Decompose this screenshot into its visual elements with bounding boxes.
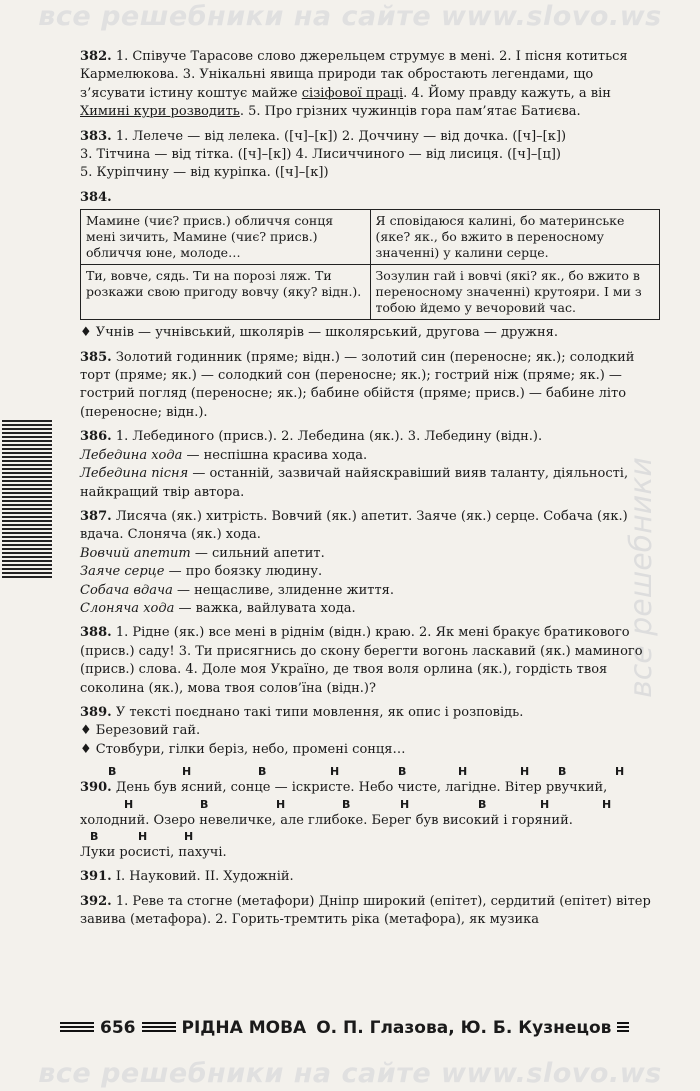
footer-stripes bbox=[60, 1022, 94, 1034]
bullet-line: ♦ Стовбури, гілки беріз, небо, промені сонця… bbox=[80, 741, 406, 757]
exercise-385: 385. Золотий годинник (пряме; відн.) — золотий син (переносне; як.); солодкий торт (пряме; як.) — солодкий сон (переносне; як.); гострий ніж (пряме; як.) — гострий погляд (переносне; як.); бабине обійстя (пряме; присв.) — бабине літо (переносне; відн.). bbox=[80, 349, 635, 420]
table-cell: Ти, вовче, сядь. Ти на порозі ляж. Ти розкажи свою пригоду вовчу (яку? відн.). bbox=[81, 265, 371, 320]
stress-marks-line: Н В Н В Н В Н Н bbox=[124, 797, 612, 811]
exercise-391: 391. I. Науковий. II. Художній. bbox=[80, 869, 294, 885]
bullet-line: ♦ Учнів — учнівський, школярів — школярський, другова — дружня. bbox=[80, 325, 558, 341]
footer-stripes bbox=[142, 1022, 176, 1034]
exercise-390: В Н В Н В Н Н В Н 390. День був ясний, сонце — іскристе. Небо чисте, лагідне. Вітер рвучкий, Н В Н В Н В Н Н холодний. Озеро невеличке, але глибоке. Берег був високий і горяний. В Н Н Луки росисті, пахучі. bbox=[80, 765, 660, 862]
watermark-bottom: все решебники на сайте www.slovo.ws bbox=[38, 1058, 662, 1089]
exercise-384: 384. Мамине (чиє? присв.) обличчя сонця мені зичить, Мамине (чиє? присв.) обличчя юне, молоде… Я сповідаюся калині, бо материнське (яке? як., бо вжито в переносному значенні) у калини серце. Ти, вовче, сядь. Ти на порозі ляж. Ти розкажи свою пригоду вовчу (яку? відн.). Зозулин гай і вовчі (які? як., бо вжито в переносному значенні) крутояри. І ми з тобою йдемо у вечоровий час. ♦ Учнів — учнівський, школярів — школярський, другова — дружня. bbox=[80, 189, 660, 343]
stress-marks-line: В Н Н bbox=[90, 830, 194, 843]
watermark-side: все решебники bbox=[624, 457, 660, 698]
table-row bbox=[81, 210, 660, 265]
exercise-382: 382. 1. Співуче Тарасове слово джерельцем струмує в мені. 2. І пісня котиться Кармелюкова. 3. Унікальні явища природи так обростають легендами, що з’ясувати істину коштує майже сізіфової праці. 4. Йому правду кажуть, а він Химині кури розводить. 5. Про грізних чужинців гора пам’ятає Батиєва. bbox=[80, 49, 628, 120]
watermark-top: все решебники на сайте www.slovo.ws bbox=[38, 1, 662, 32]
bullet-line: ♦ Березовий гай. bbox=[80, 723, 201, 739]
table-cell: Зозулин гай і вовчі (які? як., бо вжито в переносному значенні) крутояри. І ми з тобою йдемо у вечоровий час. bbox=[370, 265, 660, 320]
exercise-392: 392. 1. Реве та стогне (метафори) Дніпр широкий (епітет), сердитий (епітет) вітер завива (метафора). 2. Горить-тремтить ріка (метафора), як музика bbox=[80, 893, 651, 928]
table-row bbox=[81, 265, 660, 320]
footer-stripes bbox=[617, 1022, 629, 1034]
stress-marks-line: В Н В Н В Н Н В Н bbox=[108, 765, 625, 779]
page-number: 656 bbox=[100, 1018, 136, 1038]
exercise-386: 386. 1. Лебединого (присв.). 2. Лебедина (як.). 3. Лебедину (відн.). Лебедина хода — неспішна красива хода. Лебедина пісня — останній, зазвичай найяскравіший вияв таланту, діяльності, найкращий твір автора. bbox=[80, 429, 629, 500]
comparison-table bbox=[80, 209, 660, 320]
page-content bbox=[80, 48, 660, 936]
exercise-388: 388. 1. Рідне (як.) все мені в ріднім (відн.) краю. 2. Як мені бракує братикового (присв.) саду! 3. Ти присягнись до скону берегти вогонь ласкавий (як.) маминого (присв.) слова. 4. Доле моя Україно, де твоя воля орлина (як.), гордість твоя соколина (як.), мова твоя солов’їна (відн.)? bbox=[80, 625, 643, 696]
table-cell: Я сповідаюся калині, бо материнське (яке? як., бо вжито в переносному значенні) у калини серце. bbox=[370, 210, 660, 265]
book-title: РІДНА МОВА bbox=[181, 1018, 307, 1038]
table-cell: Мамине (чиє? присв.) обличчя сонця мені зичить, Мамине (чиє? присв.) обличчя юне, молоде… bbox=[81, 210, 371, 265]
exercise-387: 387. Лисяча (як.) хитрість. Вовчий (як.) апетит. Заяче (як.) серце. Собача (як.) вдача. Слоняча (як.) хода. Вовчий апетит — сильний апетит. Заяче серце — про боязку людину. Собача вдача — нещасливе, злиденне життя. Слоняча хода — важка, вайлувата хода. bbox=[80, 508, 628, 616]
barcode-decoration bbox=[2, 420, 52, 580]
exercise-383: 383. 1. Лелече — від лелека. ([ч]–[к]) 2. Доччину — від дочка. ([ч]–[к]) 3. Тітчина — від тітка. ([ч]–[к]) 4. Лисиччиного — від лисиця. ([ч]–[ц]) 5. Куріпчину — від куріпка. ([ч]–[к]) bbox=[80, 128, 567, 181]
book-authors: О. П. Глазова, Ю. Б. Кузнецов bbox=[316, 1018, 612, 1038]
page-footer bbox=[60, 1016, 660, 1040]
exercise-389: 389. У тексті поєднано такі типи мовлення, як опис і розповідь. ♦ Березовий гай. ♦ Стовбури, гілки беріз, небо, промені сонця… bbox=[80, 704, 660, 759]
